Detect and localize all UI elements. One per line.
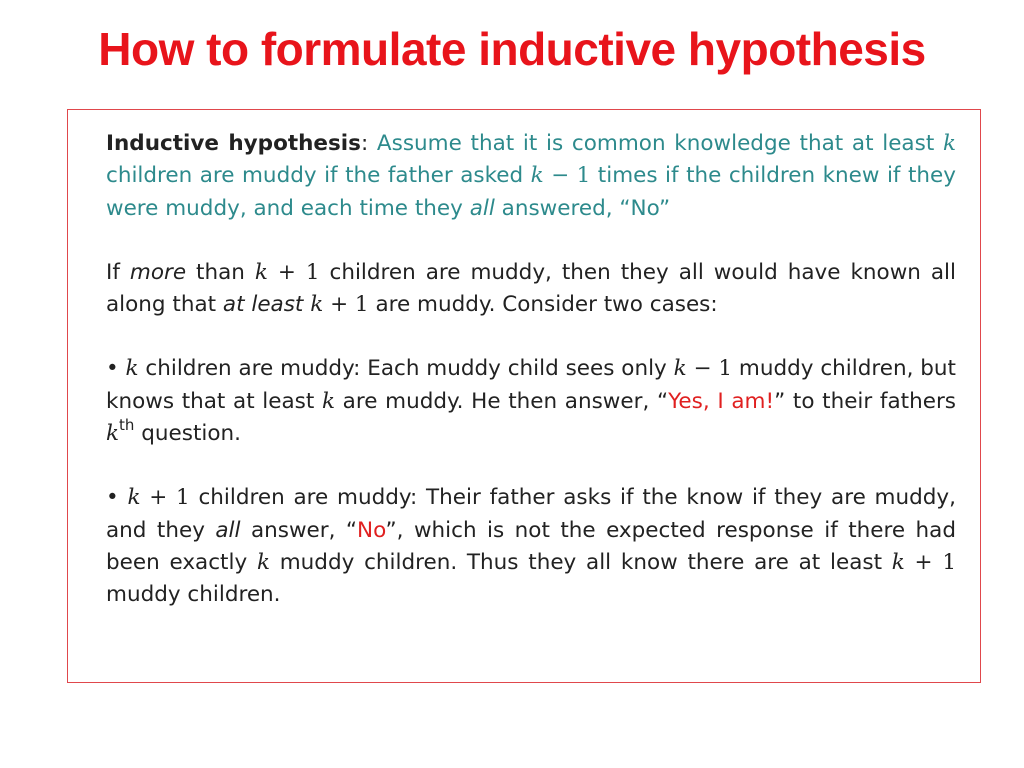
slide-body	[106, 128, 956, 644]
slide-title: How to formulate inductive hypothesis	[98, 23, 926, 75]
math-op: + 1	[140, 485, 190, 511]
case-k-paragraph	[106, 353, 956, 450]
case-k-plus-one-paragraph	[106, 482, 956, 611]
math-k: k	[254, 259, 268, 285]
text: children are muddy if the father asked	[106, 163, 531, 189]
math-k: k	[106, 421, 120, 447]
text: are muddy. Consider two cases:	[368, 292, 718, 318]
text: children are muddy, then they all would have known all along that	[106, 259, 957, 318]
quote-close: ”	[774, 388, 786, 414]
bullet: •	[106, 356, 126, 382]
text: are muddy. He then answer,	[335, 388, 657, 414]
text: question.	[134, 421, 241, 447]
math-k: k	[673, 356, 687, 382]
text: muddy children. Thus they all know there are at least	[269, 549, 892, 575]
text: than	[186, 259, 255, 285]
text: to their fathers	[785, 388, 956, 414]
quote-open: “	[656, 388, 669, 414]
math-k: k	[256, 549, 270, 575]
text: muddy children.	[106, 582, 281, 608]
hypothesis-label: Inductive hypothesis	[106, 131, 361, 156]
emphasis: all	[469, 195, 495, 221]
yes-answer: Yes, I am!	[668, 388, 775, 414]
text: times if the children knew if they were muddy, and each time they	[106, 163, 956, 221]
text: answered, “No”	[494, 195, 671, 221]
no-answer: No	[357, 517, 386, 543]
math-op: + 1	[904, 549, 957, 575]
inductive-hypothesis-paragraph	[106, 128, 956, 225]
math-k: k	[891, 549, 905, 575]
math-k: k	[125, 356, 139, 382]
superscript-th: th	[119, 415, 135, 434]
math-k: k	[127, 485, 141, 511]
math-op: + 1	[323, 292, 369, 318]
bullet: •	[106, 485, 128, 511]
emphasis: more	[129, 259, 187, 285]
emphasis: all	[215, 517, 241, 543]
math-k: k	[321, 388, 336, 414]
text: If	[106, 259, 130, 285]
math-k: k	[310, 292, 324, 318]
math-op: + 1	[267, 259, 320, 285]
text: Assume that it is common knowledge that at least	[368, 131, 943, 156]
math-k: k	[530, 163, 544, 189]
text: answer, “	[240, 517, 358, 543]
emphasis: at least	[222, 292, 304, 318]
text: muddy children, but knows that at least	[106, 356, 956, 414]
text: ”, which is not the expected response if there had been exactly	[106, 517, 957, 575]
text: children are muddy: Each muddy child sees only	[138, 356, 674, 382]
text: :	[360, 131, 369, 156]
math-op: − 1	[543, 163, 591, 189]
math-k: k	[942, 131, 956, 156]
math-op: − 1	[686, 356, 733, 382]
more-than-paragraph	[106, 257, 956, 322]
text: children are muddy: Their father asks if the know if they are muddy, and they	[106, 485, 956, 543]
